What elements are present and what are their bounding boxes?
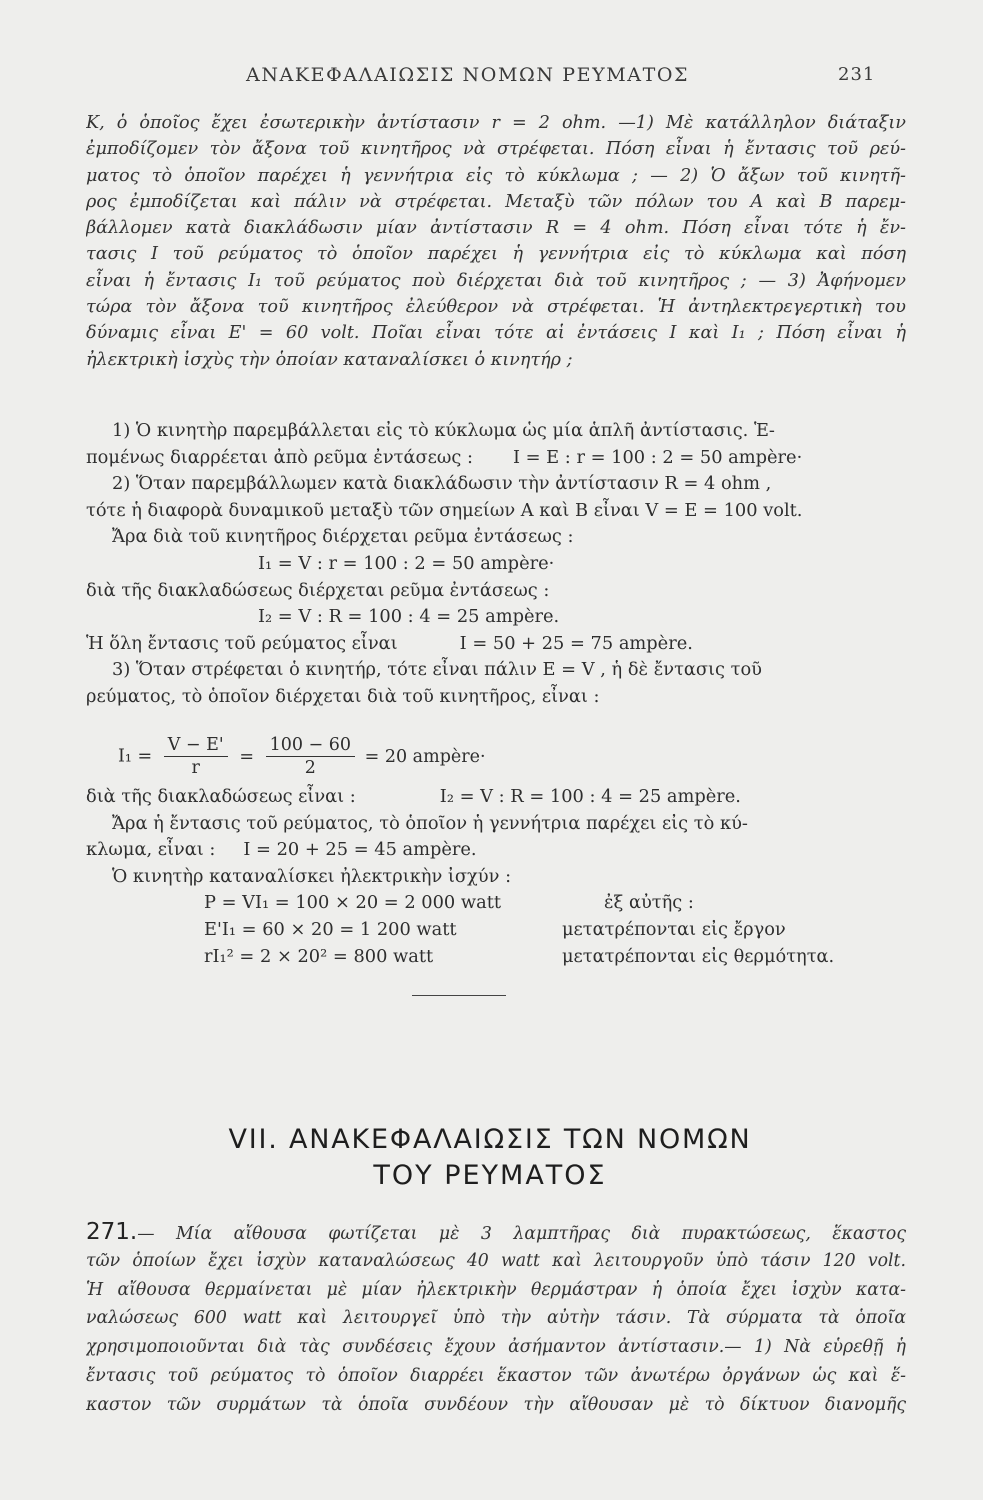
running-header [0,64,983,88]
problem-line: τασις I τοῦ ρεύματος τὸ ὁποῖον παρέχει ἡ γεννήτρια εἰς τὸ κύκλωμα καὶ πόση [86,244,906,265]
solution-block-2 [86,784,906,970]
problem-271 [86,1218,906,1420]
problem-line: ρος ἐμποδίζεται καὶ πάλιν νὰ στρέφεται. Μεταξὺ τῶν πόλων του A καὶ B παρεμ- [86,191,906,212]
power-note: ἐξ αὐτῆς : [604,892,694,914]
solution-line: ρεύματος, τὸ ὁποῖον διέρχεται διὰ τοῦ κινητῆρος, εἶναι : [86,685,600,707]
equals-sign: = [239,746,254,767]
problem-line: εἶναι ἡ ἔντασις I₁ τοῦ ρεύματος ποὺ διέρχεται διὰ τοῦ κινητῆρος ; — 3) Ἀφήνομεν [86,270,906,291]
section-divider [412,995,506,996]
solution-line [86,631,906,658]
equation: I₂ = V : R = 100 : 4 = 25 ampère. [439,786,741,807]
problem-line: βάλλομεν κατὰ διακλάδωσιν μίαν ἀντίστασιν R = 4 ohm. Πόση εἶναι τότε ἡ ἔν- [86,218,906,239]
equation: I₁ = V : r = 100 : 2 = 50 ampère· [258,552,555,574]
solution-line: Ἄρα ἡ ἔντασις τοῦ ρεύματος, τὸ ὁποῖον ἡ γεννήτρια παρέχει εἰς τὸ κύ- [112,812,748,834]
solution-line: Ἄρα διὰ τοῦ κινητῆρος διέρχεται ρεῦμα ἐντάσεως : [112,526,574,548]
solution-line [86,837,906,864]
problem-271-line: ναλώσεως 600 watt καὶ λειτουργεῖ ὑπὸ τὴν αὐτὴν τάσιν. Τὰ σύρματα τὰ ὁποῖα [86,1308,906,1329]
solution-line: Ὁ κινητὴρ καταναλίσκει ἠλεκτρικὴν ἰσχύν : [112,865,512,887]
equation: P = VI₁ = 100 × 20 = 2 000 watt [204,892,502,914]
problem-line: δύναμις εἶναι E' = 60 volt. Ποῖαι εἶναι τότε αἱ ἐντάσεις I καὶ I₁ ; Πόση εἶναι ἡ [86,323,906,344]
fraction-1 [164,735,228,778]
power-note: μετατρέπονται εἰς θερμότητα. [562,945,835,967]
power-line [86,944,906,971]
problem-number: 271. [86,1219,138,1245]
solution-line [86,445,906,472]
problem-line: K, ὁ ὁποῖος ἔχει ἐσωτερικὴν ἀντίστασιν r = 2 ohm. —1) Μὲ κατάλληλον διάταξιν [86,113,906,133]
equation: rI₁² = 2 × 20² = 800 watt [204,945,434,967]
problem-271-line: ἔντασις τοῦ ρεύματος τὸ ὁποῖον διαρρέει ἕκαστον τῶν ἀνωτέρω ὀργάνων ὡς καὶ ἕ- [86,1365,906,1386]
equation: I = 50 + 25 = 75 ampère. [459,632,693,654]
power-line [86,917,906,944]
solution-text: Ἡ ὅλη ἔντασις τοῦ ρεύματος εἶναι [86,632,398,654]
problem-line: ἐμποδίζομεν τὸν ἄξονα τοῦ κινητῆρος νὰ στρέφεται. Πόση εἶναι ἡ ἔντασις τοῦ ρεύ- [86,139,906,160]
problem-line: ἠλεκτρικὴ ἰσχὺς τὴν ὁποίαν καταναλίσκει ὁ κινητήρ ; [86,349,573,370]
equation: I = 20 + 25 = 45 ampère. [243,839,477,861]
problem-line: τώρα τὸν ἄξονα τοῦ κινητῆρος ἐλεύθερον νὰ στρέφεται. Ἡ ἀντηλεκτρεγερτικὴ του [86,297,906,318]
fraction-numerator: 100 − 60 [266,735,355,757]
problem-271-line: Ἡ αἴθουσα θερμαίνεται μὲ μίαν ἠλεκτρικὴν θερμάστραν ἡ ὁποία ἔχει ἰσχὺν κατα- [86,1279,906,1300]
power-line [86,890,906,917]
solution-line: 1) Ὁ κινητὴρ παρεμβάλλεται εἰς τὸ κύκλωμα ὡς μία ἁπλῆ ἀντίστασις. Ἑ- [112,420,775,441]
problem-271-line: τῶν ὁποίων ἔχει ἰσχὺν καταναλώσεως 40 watt καὶ λειτουργοῦν ὑπὸ τάσιν 120 volt. [86,1250,906,1271]
fraction-denominator: 2 [304,758,316,778]
solution-line: 3) Ὅταν στρέφεται ὁ κινητήρ, τότε εἶναι πάλιν E = V , ἡ δὲ ἔντασις τοῦ [112,659,762,681]
fraction-equation [118,735,486,778]
fraction-numerator: V − E' [164,735,228,757]
solution-block [86,418,906,711]
power-note: μετατρέπονται εἰς ἔργον [562,918,786,940]
chapter-subtitle: ΤΟΥ ΡΕΥΜΑΤΟΣ [373,1160,607,1191]
fraction-denominator: r [191,758,200,778]
solution-line: τότε ἡ διαφορὰ δυναμικοῦ μεταξὺ τῶν σημείων A καὶ B εἶναι V = E = 100 volt. [86,499,803,521]
problem-271-line: καστον τῶν συρμάτων τὰ ὁποῖα συνδέουν τὴν αἴθουσαν μὲ τὸ δίκτυον διανομῆς [86,1394,906,1415]
solution-line [86,784,906,811]
problem-271-line [86,1218,906,1247]
equation: I₂ = V : R = 100 : 4 = 25 ampère. [258,606,560,628]
fraction-rhs: = 20 ampère· [364,746,486,767]
header-title: ΑΝΑΚΕΦΑΛΑΙΩΣΙΣ ΝΟΜΩΝ ΡΕΥΜΑΤΟΣ [246,64,690,86]
problem-line: ματος τὸ ὁποῖον παρέχει ἡ γεννήτρια εἰς τὸ κύκλωμα ; — 2) Ὁ ἄξων τοῦ κινητῆ- [86,165,906,186]
chapter-title: VII. ΑΝΑΚΕΦΑΛΑΙΩΣΙΣ ΤΩΝ ΝΟΜΩΝ [228,1124,752,1155]
solution-text: κλωμα, εἶναι : [86,839,216,861]
page-number: 231 [838,64,876,85]
equation: I = E : r = 100 : 2 = 50 ampère· [512,446,803,468]
equation: E'I₁ = 60 × 20 = 1 200 watt [204,918,457,940]
solution-line: διὰ τῆς διακλαδώσεως διέρχεται ρεῦμα ἐντάσεως : [86,579,550,601]
fraction-lhs: I₁ = [118,746,153,767]
problem-statement [86,110,906,373]
solution-text: πομένως διαρρέεται ἀπὸ ρεῦμα ἐντάσεως : [86,446,473,468]
fraction-2 [266,735,355,778]
problem-271-line: χρησιμοποιοῦνται διὰ τὰς συνδέσεις ἔχουν ἀσήμαντον ἀντίστασιν.— 1) Νὰ εὑρεθῇ ἡ [86,1337,906,1358]
problem-271-text: — Μία αἴθουσα φωτίζεται μὲ 3 λαμπτῆρας διὰ πυρακτώσεως, ἕκαστος [137,1224,906,1244]
solution-line: 2) Ὅταν παρεμβάλλωμεν κατὰ διακλάδωσιν τὴν ἀντίστασιν R = 4 ohm , [112,473,772,495]
solution-text: διὰ τῆς διακλαδώσεως εἶναι : [86,786,356,807]
